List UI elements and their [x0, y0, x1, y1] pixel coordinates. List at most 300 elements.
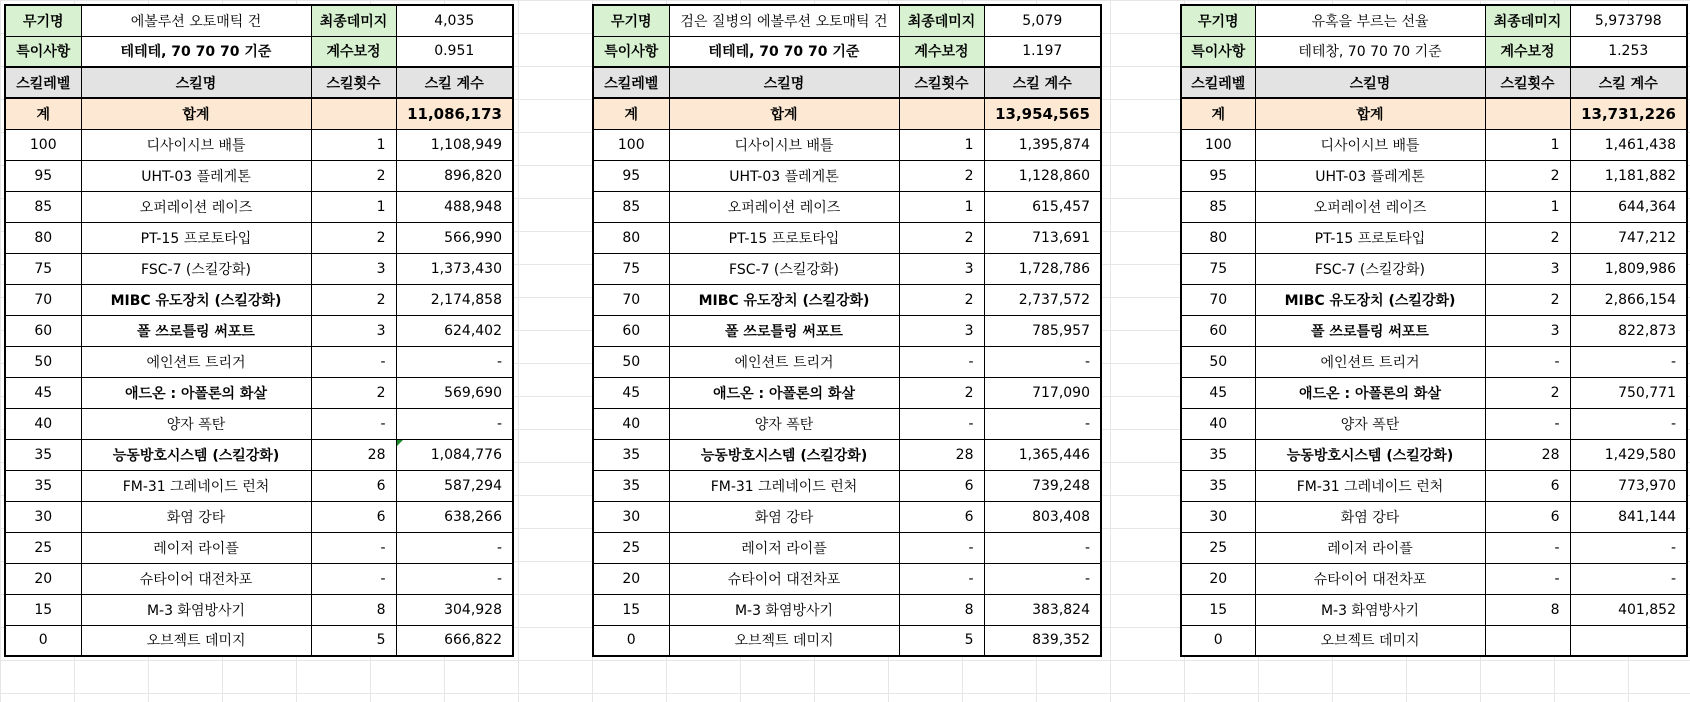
weapon-table-1: [4, 4, 514, 657]
skill-coef-cell[interactable]: 666,822: [396, 625, 513, 656]
skill-level-cell[interactable]: 60: [593, 315, 669, 346]
skill-coef-cell[interactable]: 822,873: [1570, 315, 1687, 346]
skill-coef-cell[interactable]: -: [1570, 408, 1687, 439]
total-level-cell[interactable]: 계: [5, 98, 81, 129]
damage-label-cell[interactable]: 최종데미지: [1485, 5, 1570, 36]
skill-level-cell[interactable]: 30: [593, 501, 669, 532]
skill-coef-cell[interactable]: 1,084,776: [396, 439, 513, 470]
skill-level-cell[interactable]: 20: [593, 563, 669, 594]
skill-name-cell[interactable]: FM-31 그레네이드 런처: [669, 470, 899, 501]
skill-coef-cell[interactable]: 1,395,874: [984, 129, 1101, 160]
skill-count-cell[interactable]: 8: [311, 594, 396, 625]
special-note-row: [593, 36, 1101, 67]
table-row: [593, 563, 1101, 594]
coef-value-cell[interactable]: 1.253: [1570, 36, 1687, 67]
table-row: [593, 222, 1101, 253]
total-coef-cell[interactable]: 13,731,226: [1570, 98, 1687, 129]
col-level-header[interactable]: 스킬레벨: [593, 67, 669, 98]
skill-coef-cell[interactable]: 1,809,986: [1570, 253, 1687, 284]
column-header-row: [593, 67, 1101, 98]
table-row: [1181, 129, 1687, 160]
skill-level-cell[interactable]: 70: [1181, 284, 1255, 315]
skill-name-cell[interactable]: 레이저 라이플: [669, 532, 899, 563]
skill-count-cell[interactable]: 5: [311, 625, 396, 656]
skill-level-cell[interactable]: 40: [5, 408, 81, 439]
skill-coef-cell[interactable]: 624,402: [396, 315, 513, 346]
col-name-header[interactable]: 스킬명: [81, 67, 311, 98]
skill-coef-cell[interactable]: 1,108,949: [396, 129, 513, 160]
skill-count-cell[interactable]: -: [311, 408, 396, 439]
skill-level-cell[interactable]: 40: [1181, 408, 1255, 439]
col-name-header[interactable]: 스킬명: [1255, 67, 1485, 98]
skill-level-cell[interactable]: 0: [5, 625, 81, 656]
skill-level-cell[interactable]: 80: [1181, 222, 1255, 253]
weapon-table-2: [592, 4, 1102, 657]
table-row: [1181, 470, 1687, 501]
col-coef-header[interactable]: 스킬 계수: [1570, 67, 1687, 98]
col-level-header[interactable]: 스킬레벨: [5, 67, 81, 98]
skill-level-cell[interactable]: 15: [593, 594, 669, 625]
skill-coef-cell[interactable]: 383,824: [984, 594, 1101, 625]
skill-count-cell[interactable]: 1: [1485, 129, 1570, 160]
table-row: [5, 439, 513, 470]
skill-level-cell[interactable]: 25: [5, 532, 81, 563]
skill-count-cell[interactable]: 6: [1485, 470, 1570, 501]
skill-count-cell[interactable]: 5: [899, 625, 984, 656]
skill-name-cell[interactable]: 화염 강타: [669, 501, 899, 532]
skill-coef-cell[interactable]: -: [1570, 563, 1687, 594]
skill-name-cell[interactable]: M-3 화염방사기: [1255, 594, 1485, 625]
table-row: [1181, 625, 1687, 656]
skill-count-cell[interactable]: 6: [311, 470, 396, 501]
skill-name-cell[interactable]: 애드온 : 아폴론의 화살: [669, 377, 899, 408]
special-value-cell[interactable]: 테테테, 70 70 70 기준: [81, 36, 311, 67]
skill-coef-cell[interactable]: 304,928: [396, 594, 513, 625]
total-name-cell[interactable]: 합계: [1255, 98, 1485, 129]
skill-level-cell[interactable]: 35: [5, 439, 81, 470]
table-row: [1181, 284, 1687, 315]
skill-count-cell[interactable]: 8: [1485, 594, 1570, 625]
skill-coef-cell[interactable]: 773,970: [1570, 470, 1687, 501]
skill-name-cell[interactable]: UHT-03 플레게톤: [81, 160, 311, 191]
skill-count-cell[interactable]: -: [899, 532, 984, 563]
skill-name-cell[interactable]: UHT-03 플레게톤: [669, 160, 899, 191]
skill-coef-cell[interactable]: 1,181,882: [1570, 160, 1687, 191]
skill-name-cell[interactable]: FSC-7 (스킬강화): [1255, 253, 1485, 284]
table-row: [593, 377, 1101, 408]
skill-count-cell[interactable]: 3: [899, 315, 984, 346]
skill-level-cell[interactable]: 20: [5, 563, 81, 594]
damage-label-cell[interactable]: 최종데미지: [899, 5, 984, 36]
table-row: [593, 625, 1101, 656]
skill-coef-cell[interactable]: [1570, 625, 1687, 656]
skill-coef-cell[interactable]: 785,957: [984, 315, 1101, 346]
damage-value-cell[interactable]: 5,079: [984, 5, 1101, 36]
table-row: [593, 594, 1101, 625]
skill-coef-cell[interactable]: 1,128,860: [984, 160, 1101, 191]
table-row: [1181, 563, 1687, 594]
skill-level-cell[interactable]: 75: [593, 253, 669, 284]
coef-label-cell[interactable]: 계수보정: [311, 36, 396, 67]
skill-level-cell[interactable]: 30: [5, 501, 81, 532]
skill-level-cell[interactable]: 15: [5, 594, 81, 625]
skill-name-cell[interactable]: 오퍼레이션 레이즈: [81, 191, 311, 222]
col-count-header[interactable]: 스킬횟수: [311, 67, 396, 98]
skill-name-cell[interactable]: MIBC 유도장치 (스킬강화): [1255, 284, 1485, 315]
total-count-cell[interactable]: [311, 98, 396, 129]
skill-level-cell[interactable]: 100: [593, 129, 669, 160]
col-coef-header[interactable]: 스킬 계수: [984, 67, 1101, 98]
skill-level-cell[interactable]: 75: [5, 253, 81, 284]
skill-coef-cell[interactable]: 644,364: [1570, 191, 1687, 222]
coef-label-cell[interactable]: 계수보정: [899, 36, 984, 67]
skill-level-cell[interactable]: 35: [593, 439, 669, 470]
skill-level-cell[interactable]: 95: [593, 160, 669, 191]
weapon-label-cell[interactable]: 무기명: [593, 5, 669, 36]
skill-name-cell[interactable]: 레이저 라이플: [1255, 532, 1485, 563]
skill-coef-cell[interactable]: 2,737,572: [984, 284, 1101, 315]
skill-name-cell[interactable]: M-3 화염방사기: [81, 594, 311, 625]
skill-coef-cell[interactable]: 401,852: [1570, 594, 1687, 625]
table-row: [593, 284, 1101, 315]
skill-level-cell[interactable]: 40: [593, 408, 669, 439]
skill-count-cell[interactable]: -: [899, 563, 984, 594]
table-row: [1181, 253, 1687, 284]
skill-count-cell[interactable]: 1: [1485, 191, 1570, 222]
skill-coef-cell[interactable]: 839,352: [984, 625, 1101, 656]
coef-label-cell[interactable]: 계수보정: [1485, 36, 1570, 67]
skill-level-cell[interactable]: 95: [5, 160, 81, 191]
special-label-cell[interactable]: 특이사항: [593, 36, 669, 67]
skill-level-cell[interactable]: 95: [1181, 160, 1255, 191]
skill-name-cell[interactable]: 오브젝트 데미지: [1255, 625, 1485, 656]
skill-count-cell[interactable]: 2: [1485, 377, 1570, 408]
skill-level-cell[interactable]: 15: [1181, 594, 1255, 625]
total-row: [593, 98, 1101, 129]
total-level-cell[interactable]: 계: [1181, 98, 1255, 129]
skill-count-cell[interactable]: 28: [1485, 439, 1570, 470]
skill-coef-cell[interactable]: -: [984, 532, 1101, 563]
weapon-value-cell[interactable]: 유혹을 부르는 선율: [1255, 5, 1485, 36]
skill-coef-cell[interactable]: 841,144: [1570, 501, 1687, 532]
skill-coef-cell[interactable]: 488,948: [396, 191, 513, 222]
skill-name-cell[interactable]: MIBC 유도장치 (스킬강화): [81, 284, 311, 315]
skill-level-cell[interactable]: 45: [593, 377, 669, 408]
skill-count-cell[interactable]: -: [311, 532, 396, 563]
skill-coef-cell[interactable]: 1,429,580: [1570, 439, 1687, 470]
skill-level-cell[interactable]: 0: [593, 625, 669, 656]
skill-name-cell[interactable]: 폴 쓰로틀링 써포트: [1255, 315, 1485, 346]
skill-level-cell[interactable]: 85: [1181, 191, 1255, 222]
skill-coef-cell[interactable]: -: [396, 408, 513, 439]
weapon-value-cell[interactable]: 검은 질병의 에볼루션 오토매틱 건: [669, 5, 899, 36]
skill-count-cell[interactable]: 1: [899, 191, 984, 222]
skill-count-cell[interactable]: 28: [899, 439, 984, 470]
skill-level-cell[interactable]: 85: [593, 191, 669, 222]
skill-level-cell[interactable]: 35: [5, 470, 81, 501]
skill-level-cell[interactable]: 45: [5, 377, 81, 408]
skill-coef-cell[interactable]: 1,373,430: [396, 253, 513, 284]
skill-name-cell[interactable]: 화염 강타: [1255, 501, 1485, 532]
skill-level-cell[interactable]: 85: [5, 191, 81, 222]
skill-level-cell[interactable]: 35: [593, 470, 669, 501]
special-note-row: [5, 36, 513, 67]
skill-count-cell[interactable]: 2: [899, 377, 984, 408]
skill-coef-cell[interactable]: 615,457: [984, 191, 1101, 222]
col-coef-header[interactable]: 스킬 계수: [396, 67, 513, 98]
weapon-name-row: [593, 5, 1101, 36]
skill-name-cell[interactable]: 슈타이어 대전차포: [81, 563, 311, 594]
table-row: [1181, 408, 1687, 439]
skill-level-cell[interactable]: 25: [593, 532, 669, 563]
skill-coef-cell[interactable]: -: [1570, 346, 1687, 377]
table-row: [593, 160, 1101, 191]
skill-coef-cell[interactable]: 739,248: [984, 470, 1101, 501]
table-row: [1181, 160, 1687, 191]
table-row: [5, 346, 513, 377]
skill-level-cell[interactable]: 20: [1181, 563, 1255, 594]
skill-coef-cell[interactable]: 2,174,858: [396, 284, 513, 315]
skill-level-cell[interactable]: 60: [5, 315, 81, 346]
skill-name-cell[interactable]: 양자 폭탄: [669, 408, 899, 439]
skill-count-cell[interactable]: 1: [311, 129, 396, 160]
special-value-cell[interactable]: 테테테, 70 70 70 기준: [669, 36, 899, 67]
skill-coef-cell[interactable]: 896,820: [396, 160, 513, 191]
total-level-cell[interactable]: 계: [593, 98, 669, 129]
table-row: [1181, 377, 1687, 408]
skill-level-cell[interactable]: 50: [1181, 346, 1255, 377]
weapon-label-cell[interactable]: 무기명: [5, 5, 81, 36]
skill-name-cell[interactable]: 폴 쓰로틀링 써포트: [669, 315, 899, 346]
skill-level-cell[interactable]: 100: [5, 129, 81, 160]
skill-name-cell[interactable]: MIBC 유도장치 (스킬강화): [669, 284, 899, 315]
skill-count-cell[interactable]: 2: [311, 222, 396, 253]
total-name-cell[interactable]: 합계: [81, 98, 311, 129]
skill-name-cell[interactable]: 능동방호시스템 (스킬강화): [81, 439, 311, 470]
skill-coef-cell[interactable]: -: [396, 532, 513, 563]
skill-count-cell[interactable]: [1485, 625, 1570, 656]
skill-count-cell[interactable]: -: [899, 346, 984, 377]
skill-count-cell[interactable]: 2: [1485, 284, 1570, 315]
skill-coef-cell[interactable]: 750,771: [1570, 377, 1687, 408]
skill-level-cell[interactable]: 25: [1181, 532, 1255, 563]
skill-count-cell[interactable]: 1: [899, 129, 984, 160]
table-row: [5, 315, 513, 346]
skill-count-cell[interactable]: 2: [311, 160, 396, 191]
skill-level-cell[interactable]: 70: [593, 284, 669, 315]
skill-count-cell[interactable]: -: [1485, 563, 1570, 594]
skill-coef-cell[interactable]: 587,294: [396, 470, 513, 501]
skill-count-cell[interactable]: 2: [899, 160, 984, 191]
skill-coef-cell[interactable]: -: [984, 408, 1101, 439]
skill-count-cell[interactable]: 28: [311, 439, 396, 470]
table-row: [5, 160, 513, 191]
table-row: [593, 346, 1101, 377]
skill-name-cell[interactable]: 오브젝트 데미지: [669, 625, 899, 656]
skill-count-cell[interactable]: 2: [1485, 160, 1570, 191]
skill-level-cell[interactable]: 75: [1181, 253, 1255, 284]
skill-name-cell[interactable]: PT-15 프로토타입: [81, 222, 311, 253]
table-row: [593, 408, 1101, 439]
skill-count-cell[interactable]: -: [1485, 532, 1570, 563]
table-row: [593, 470, 1101, 501]
skill-name-cell[interactable]: FM-31 그레네이드 런처: [1255, 470, 1485, 501]
skill-name-cell[interactable]: 오퍼레이션 레이즈: [1255, 191, 1485, 222]
skill-coef-cell[interactable]: 747,212: [1570, 222, 1687, 253]
coef-value-cell[interactable]: 1.197: [984, 36, 1101, 67]
skill-count-cell[interactable]: -: [1485, 346, 1570, 377]
skill-count-cell[interactable]: 2: [311, 284, 396, 315]
skill-level-cell[interactable]: 35: [1181, 439, 1255, 470]
coef-value-cell[interactable]: 0.951: [396, 36, 513, 67]
skill-level-cell[interactable]: 45: [1181, 377, 1255, 408]
skill-count-cell[interactable]: 3: [311, 315, 396, 346]
skill-name-cell[interactable]: FM-31 그레네이드 런처: [81, 470, 311, 501]
skill-count-cell[interactable]: 6: [1485, 501, 1570, 532]
skill-count-cell[interactable]: -: [1485, 408, 1570, 439]
skill-level-cell[interactable]: 70: [5, 284, 81, 315]
skill-count-cell[interactable]: 2: [1485, 222, 1570, 253]
skill-name-cell[interactable]: 폴 쓰로틀링 써포트: [81, 315, 311, 346]
skill-coef-cell[interactable]: -: [1570, 532, 1687, 563]
skill-name-cell[interactable]: 오퍼레이션 레이즈: [669, 191, 899, 222]
table-row: [5, 563, 513, 594]
skill-name-cell[interactable]: 양자 폭탄: [1255, 408, 1485, 439]
skill-name-cell[interactable]: 레이저 라이플: [81, 532, 311, 563]
skill-name-cell[interactable]: 오브젝트 데미지: [81, 625, 311, 656]
skill-count-cell[interactable]: 2: [899, 222, 984, 253]
total-count-cell[interactable]: [899, 98, 984, 129]
skill-name-cell[interactable]: 디사이시브 배틀: [81, 129, 311, 160]
skill-coef-cell[interactable]: 717,090: [984, 377, 1101, 408]
skill-count-cell[interactable]: 2: [899, 284, 984, 315]
skill-coef-cell[interactable]: 803,408: [984, 501, 1101, 532]
skill-coef-cell[interactable]: 1,461,438: [1570, 129, 1687, 160]
skill-coef-cell[interactable]: 638,266: [396, 501, 513, 532]
skill-level-cell[interactable]: 60: [1181, 315, 1255, 346]
col-name-header[interactable]: 스킬명: [669, 67, 899, 98]
skill-name-cell[interactable]: 능동방호시스템 (스킬강화): [669, 439, 899, 470]
skill-rows: [5, 129, 513, 656]
skill-level-cell[interactable]: 35: [1181, 470, 1255, 501]
skill-name-cell[interactable]: PT-15 프로토타입: [1255, 222, 1485, 253]
total-count-cell[interactable]: [1485, 98, 1570, 129]
total-coef-cell[interactable]: 13,954,565: [984, 98, 1101, 129]
weapon-table-3: [1180, 4, 1688, 657]
total-coef-cell[interactable]: 11,086,173: [396, 98, 513, 129]
skill-count-cell[interactable]: -: [899, 408, 984, 439]
skill-level-cell[interactable]: 100: [1181, 129, 1255, 160]
special-label-cell[interactable]: 특이사항: [5, 36, 81, 67]
table-row: [593, 501, 1101, 532]
skill-name-cell[interactable]: 에인션트 트리거: [669, 346, 899, 377]
skill-level-cell[interactable]: 50: [593, 346, 669, 377]
total-row: [5, 98, 513, 129]
skill-coef-cell[interactable]: 566,990: [396, 222, 513, 253]
table-row: [5, 191, 513, 222]
col-count-header[interactable]: 스킬횟수: [899, 67, 984, 98]
skill-count-cell[interactable]: 3: [311, 253, 396, 284]
column-header-row: [5, 67, 513, 98]
table-row: [5, 532, 513, 563]
skill-name-cell[interactable]: 화염 강타: [81, 501, 311, 532]
skill-count-cell[interactable]: 8: [899, 594, 984, 625]
skill-name-cell[interactable]: M-3 화염방사기: [669, 594, 899, 625]
table-row: [1181, 501, 1687, 532]
skill-coef-cell[interactable]: 1,728,786: [984, 253, 1101, 284]
table-row: [1181, 315, 1687, 346]
damage-value-cell[interactable]: 5,973798: [1570, 5, 1687, 36]
weapon-value-cell[interactable]: 에볼루션 오토매틱 건: [81, 5, 311, 36]
skill-name-cell[interactable]: FSC-7 (스킬강화): [669, 253, 899, 284]
skill-count-cell[interactable]: -: [311, 346, 396, 377]
skill-count-cell[interactable]: 6: [899, 501, 984, 532]
skill-name-cell[interactable]: 디사이시브 배틀: [1255, 129, 1485, 160]
special-value-cell[interactable]: 테테창, 70 70 70 기준: [1255, 36, 1485, 67]
table-row: [1181, 594, 1687, 625]
skill-name-cell[interactable]: 슈타이어 대전차포: [669, 563, 899, 594]
skill-coef-cell[interactable]: 569,690: [396, 377, 513, 408]
skill-count-cell[interactable]: 1: [311, 191, 396, 222]
damage-value-cell[interactable]: 4,035: [396, 5, 513, 36]
skill-coef-cell[interactable]: 713,691: [984, 222, 1101, 253]
skill-name-cell[interactable]: 슈타이어 대전차포: [1255, 563, 1485, 594]
skill-count-cell[interactable]: 3: [1485, 315, 1570, 346]
skill-coef-cell[interactable]: 2,866,154: [1570, 284, 1687, 315]
skill-level-cell[interactable]: 50: [5, 346, 81, 377]
skill-name-cell[interactable]: 애드온 : 아폴론의 화살: [81, 377, 311, 408]
skill-coef-cell[interactable]: -: [396, 346, 513, 377]
table-row: [5, 222, 513, 253]
skill-level-cell[interactable]: 80: [593, 222, 669, 253]
skill-coef-cell[interactable]: -: [984, 346, 1101, 377]
skill-name-cell[interactable]: 양자 폭탄: [81, 408, 311, 439]
skill-count-cell[interactable]: 3: [1485, 253, 1570, 284]
skill-name-cell[interactable]: 디사이시브 배틀: [669, 129, 899, 160]
skill-level-cell[interactable]: 80: [5, 222, 81, 253]
table-row: [5, 625, 513, 656]
skill-count-cell[interactable]: 6: [899, 470, 984, 501]
col-level-header[interactable]: 스킬레벨: [1181, 67, 1255, 98]
skill-coef-cell[interactable]: 1,365,446: [984, 439, 1101, 470]
skill-count-cell[interactable]: 3: [899, 253, 984, 284]
total-name-cell[interactable]: 합계: [669, 98, 899, 129]
skill-count-cell[interactable]: 6: [311, 501, 396, 532]
table-row: [593, 315, 1101, 346]
skill-coef-cell[interactable]: -: [984, 563, 1101, 594]
table-row: [5, 470, 513, 501]
skill-level-cell[interactable]: 30: [1181, 501, 1255, 532]
table-row: [1181, 532, 1687, 563]
skill-count-cell[interactable]: 2: [311, 377, 396, 408]
skill-level-cell[interactable]: 0: [1181, 625, 1255, 656]
column-header-row: [1181, 67, 1687, 98]
skill-name-cell[interactable]: FSC-7 (스킬강화): [81, 253, 311, 284]
skill-name-cell[interactable]: 에인션트 트리거: [81, 346, 311, 377]
weapon-label-cell[interactable]: 무기명: [1181, 5, 1255, 36]
skill-name-cell[interactable]: UHT-03 플레게톤: [1255, 160, 1485, 191]
skill-coef-cell[interactable]: -: [396, 563, 513, 594]
col-count-header[interactable]: 스킬횟수: [1485, 67, 1570, 98]
skill-name-cell[interactable]: 에인션트 트리거: [1255, 346, 1485, 377]
skill-name-cell[interactable]: PT-15 프로토타입: [669, 222, 899, 253]
skill-name-cell[interactable]: 애드온 : 아폴론의 화살: [1255, 377, 1485, 408]
special-label-cell[interactable]: 특이사항: [1181, 36, 1255, 67]
table-row: [1181, 439, 1687, 470]
skill-name-cell[interactable]: 능동방호시스템 (스킬강화): [1255, 439, 1485, 470]
damage-label-cell[interactable]: 최종데미지: [311, 5, 396, 36]
skill-count-cell[interactable]: -: [311, 563, 396, 594]
